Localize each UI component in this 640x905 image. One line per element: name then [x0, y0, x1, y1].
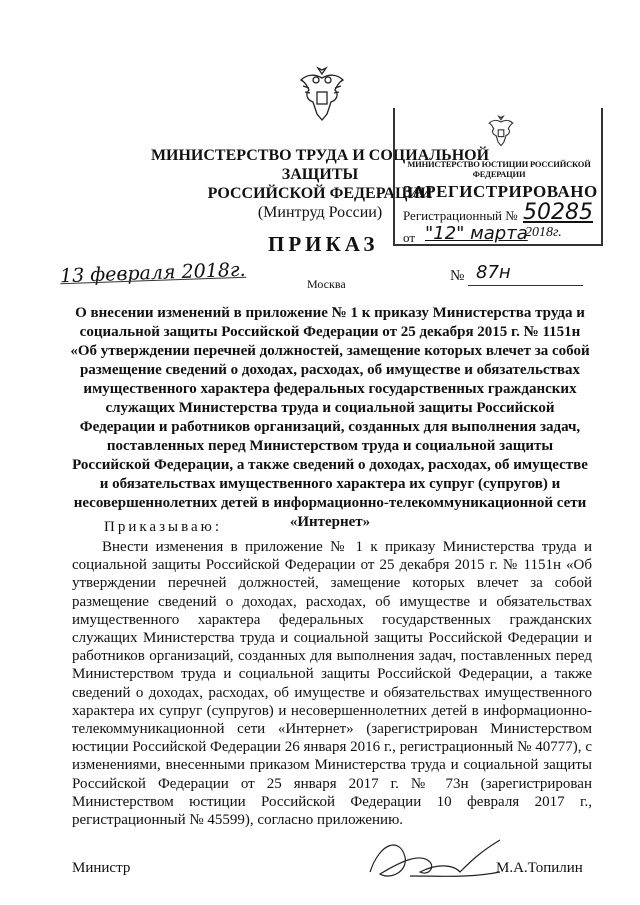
prikazyvayu-label: Приказываю: [104, 519, 222, 535]
order-city: Москва [307, 277, 346, 291]
signer-name: М.А.Топилин [496, 860, 583, 876]
stamp-year: 2018г. [525, 225, 562, 240]
stamp-date-value: "12" марта [425, 223, 528, 244]
order-heading: О внесении изменений в приложение № 1 к приказу Министерства труда и социальной защиты Российской Федерации от 25 декабря 2015 г. № 1151н «Об утверждении перечней должностей, замещение которых влечет за собой размещение сведений о доходах, расходах, об имуществе и обязательствах имущественного характера федеральных государственных гражданских служащих Министерства труда и социальной защиты Российской Федерации и работников организаций, созданных для выполнения задач, поставленных перед Министерством труда и социальной защиты Российской Федерации, а также сведений о доходах, расходах, об имуществе и обязательствах имущественного характера их супруг (супругов) и несовершеннолетних детей в информационно-телекоммуникационной сети «Интернет» [70, 305, 590, 530]
order-number-sign: № [450, 268, 465, 284]
signer-role: Министр [72, 860, 131, 876]
stamp-ministry-of-justice: МИНИСТЕРСТВО ЮСТИЦИИ РОССИЙСКОЙ ФЕДЕРАЦИИ [407, 159, 591, 179]
ministry-line-1: МИНИСТЕРСТВО ТРУДА И СОЦИАЛЬНОЙ ЗАЩИТЫ [150, 147, 490, 183]
stamp-emblem-icon [487, 114, 515, 148]
order-number-underline [468, 285, 583, 286]
stamp-registered-label: ЗАРЕГИСТРИРОВАНО [403, 182, 598, 201]
handwritten-signature-icon [360, 832, 510, 892]
order-body-text: Внести изменения в приложение № 1 к приказу Министерства труда и социальной защиты Российской Федерации от 25 декабря 2015 г. № 1151н «Об утверждении перечней должностей, замещение которых влечет за собой размещение сведений о доходах, расходах, об имуществе и обязательствах имущественного характера федеральных государственных гражданских служащих Министерства труда и социальной защиты Российской Федерации и работников организаций, созданных для выполнения задач, поставленных перед Министерством труда и социальной защиты Российской Федерации, а также сведений о доходах, расходах, об имуществе и обязательствах имущественного характера их супруг (супругов) и несовершеннолетних детей в информационно-телекоммуникационной сети «Интернет» (зарегистрирован Министерством юстиции Российской Федерации 26 января 2016 г., регистрационный № 40777), с изменениями, внесенными приказом Министерства труда и социальной защиты Российской Федерации от 25 января 2017 г. № 73н (зарегистрирован Министерством юстиции Российской Федерации 10 февраля 2017 г., регистрационный № 45599), согласно приложению. [72, 539, 592, 829]
order-number: 87н [476, 262, 511, 283]
stamp-date-label: от [403, 230, 416, 245]
ministry-line-2: РОССИЙСКОЙ ФЕДЕРАЦИИ [207, 185, 433, 202]
registration-stamp [393, 108, 603, 246]
ministry-short-name: (Минтруд России) [257, 204, 383, 221]
coat-of-arms-icon [297, 64, 347, 124]
stamp-number-label: Регистрационный № [403, 208, 518, 223]
stamp-number-value: 50285 [523, 200, 593, 225]
order-date: 13 февраля 2018г. [59, 258, 246, 288]
order-title: ПРИКАЗ [268, 232, 379, 256]
